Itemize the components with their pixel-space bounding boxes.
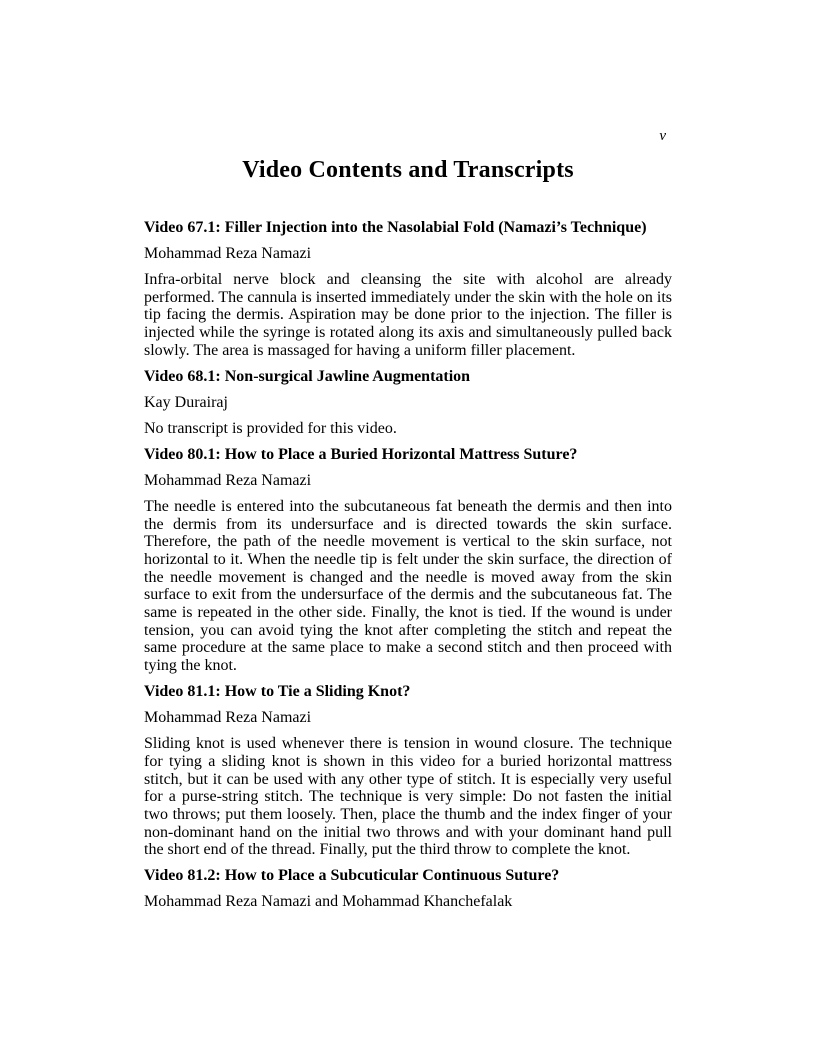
- video-heading: Video 68.1: Non-surgical Jawline Augmentation: [144, 367, 471, 385]
- video-authors: Mohammad Reza Namazi: [144, 245, 312, 262]
- video-section: [144, 683, 672, 859]
- video-transcript: Sliding knot is used whenever there is tension in wound closure. The technique for tying a sliding knot is shown in this video for a buried horizontal mattress stitch, but it can be used with any other type of stitch. It is especially very useful for a purse-string stitch. The technique is very simple: Do not fasten the initial two throws; put them loosely. Then, place the thumb and the index finger of your non-dominant hand on the initial two throws and with your dominant hand pull the short end of the thread. Finally, put the third throw to complete the knot.: [144, 735, 672, 859]
- video-heading: Video 81.1: How to Tie a Sliding Knot?: [144, 683, 411, 701]
- video-section: [144, 867, 672, 911]
- video-section: [144, 219, 672, 360]
- video-authors: Kay Durairaj: [144, 393, 228, 411]
- page-content: [144, 0, 672, 919]
- video-authors: Mohammad Reza Namazi: [144, 471, 312, 489]
- video-authors: Mohammad Reza Namazi: [144, 709, 312, 727]
- video-heading: Video 81.2: How to Place a Subcuticular Continuous Suture?: [144, 867, 560, 885]
- page-title: Video Contents and Transcripts: [242, 157, 574, 183]
- video-section: [144, 368, 672, 438]
- video-transcript: The needle is entered into the subcutaneous fat beneath the dermis and then into the dermis from its undersurface and is directed towards the skin surface. Therefore, the path of the needle movement is vertical to the skin surface, not horizontal to it. When the needle tip is felt under the skin surface, the direction of the needle movement is changed and the needle is moved away from the skin surface to exit from the undersurface of the dermis and the subcutaneous fat. The same is repeated in the other side. Finally, the knot is tied. If the wound is under tension, you can avoid tying the knot after completing the stitch and repeat the same procedure at the same place to make a second stitch and then proceed with tying the knot.: [144, 497, 672, 675]
- video-transcript: Infra-orbital nerve block and cleansing the site with alcohol are already performed. The cannula is inserted immediately under the skin with the hole on its tip facing the dermis. Aspiration may be done prior to the injection. The filler is injected while the syringe is rotated along its axis and simultaneously pulled back slowly. The area is massaged for having a uniform filler placement.: [144, 271, 672, 359]
- page-number: v: [659, 128, 666, 144]
- video-heading: Video 67.1: Filler Injection into the Nasolabial Fold (Namazi’s Technique): [144, 219, 647, 236]
- video-section: [144, 446, 672, 675]
- video-authors: Mohammad Reza Namazi and Mohammad Khanchefalak: [144, 893, 513, 911]
- video-transcript: No transcript is provided for this video.: [144, 419, 397, 437]
- video-heading: Video 80.1: How to Place a Buried Horizontal Mattress Suture?: [144, 445, 578, 463]
